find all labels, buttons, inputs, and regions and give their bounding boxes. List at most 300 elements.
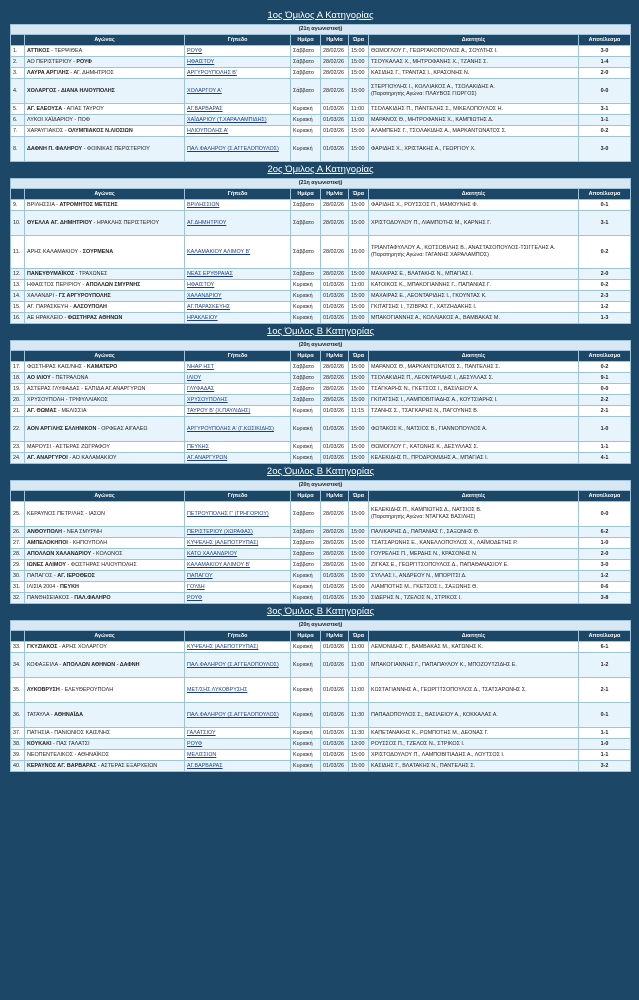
field-link[interactable]: ΓΟΥΔΗ [185,582,291,593]
match-result[interactable]: 0-0 [579,79,631,104]
match-result[interactable]: 0-2 [579,236,631,269]
away-team[interactable]: ΑΣΤΕΡΑΣ ΕΞΑΡΧΕΙΩΝ [100,762,158,769]
home-team[interactable]: ΜΑΡΟΥΣΙ [27,443,52,450]
field-link[interactable]: ΠΑΛ.ΦΑΛΗΡΟΥ (Σ.ΑΓΓΕΛΟΠΟΥΛΟΣ) [185,703,291,728]
team-separator: - [91,550,97,557]
match-teams[interactable] [25,291,185,302]
team-separator: - [69,594,75,601]
away-team[interactable]: ΠΟΦ [77,116,91,123]
field-link[interactable]: ΡΟΥΦ [185,593,291,604]
team-separator: - [71,58,77,65]
field-link[interactable]: ΧΟΛΑΡΓΟΥ Α' [185,79,291,104]
field-link[interactable]: ΑΓ.ΒΑΡΒΑΡΑΣ [185,761,291,772]
match-teams[interactable] [25,739,185,750]
team-separator: - [82,145,87,152]
match-teams[interactable] [25,761,185,772]
match-teams[interactable] [25,750,185,761]
match-teams[interactable] [25,560,185,571]
home-team[interactable]: ΚΕΡΑΥΝΟΣ ΑΓ. ΒΑΡΒΑΡΑΣ [27,762,97,769]
home-team[interactable]: ΙΩΝΕΣ ΑΛΙΜΟΥ [27,561,66,568]
match-number: 7. [11,126,25,137]
field-link[interactable]: ΑΡΓΥΡΟΥΠΟΛΗΣ Β' [185,68,291,79]
team-separator: - [74,270,79,277]
referees: ΤΣΑΤΣΑΡΩΝΗΣ Ε., ΚΑΝΕΛΛΟΠΟΥΛΟΣ Χ., ΛΑΪΜΟΔΕΤΗΣ Ρ. [371,539,518,546]
referees: ΜΑΡΑΝΟΣ Θ., ΜΗΤΡΟΦΑΝΗΣ Χ., ΚΑΜΠΙΩΤΗΣ Δ. [371,116,494,123]
match-teams[interactable] [25,200,185,211]
match-day: Σάββατο [291,362,321,373]
match-day: Σάββατο [291,395,321,406]
match-row [11,302,631,313]
match-teams[interactable] [25,104,185,115]
match-time: 15:00 [349,302,369,313]
referees-cell [369,384,579,395]
match-day: Κυριακή [291,291,321,302]
match-teams[interactable] [25,126,185,137]
referees-cell [369,373,579,384]
home-team[interactable]: ΧΟΛΑΡΓΟΣ - ΔΙΑΝΑ ΗΛΙΟΥΠΟΛΗΣ [27,87,115,94]
away-team[interactable]: ΠΑΣ ΓΑΛΑΤΣΙ [56,740,90,747]
header-result: Αποτέλεσμα [579,35,631,46]
match-number: 19. [11,384,25,395]
match-time: 15:00 [349,200,369,211]
field-link[interactable]: ΠΕΤΡΟΥΠΟΛΗΣ Γ' (ΓΡΗΓΟΡΙΟΥ) [185,502,291,527]
match-result[interactable]: 6-2 [579,527,631,538]
home-team[interactable]: ΑΡΗΣ ΚΑΛΑΜΑΚΙΟΥ [27,248,78,255]
match-teams[interactable] [25,549,185,560]
match-result[interactable]: 2-1 [579,678,631,703]
match-result[interactable]: 1-1 [579,442,631,453]
field-link[interactable]: ΝΗΑΡ ΗΣΤ [185,362,291,373]
home-team[interactable]: ΑΕ ΗΡΑΚΛΕΙΟ [27,314,63,321]
match-result[interactable]: 3-1 [579,211,631,236]
home-team[interactable]: ΑΤΤΙΚΟΣ [27,47,50,54]
field-link[interactable]: ΚΑΛΑΜΑΚΙΟΥ ΑΛΙΜΟΥ Β' [185,560,291,571]
match-result[interactable]: 3-2 [579,761,631,772]
home-team[interactable]: ΗΦΑΙΣΤΟΣ ΠΕΡ/ΡΙΟΥ [27,281,81,288]
field-link[interactable]: ΙΛΙΟΥ [185,373,291,384]
field-link[interactable]: ΓΛΥΦΑΔΑΣ [185,384,291,395]
group-title[interactable]: 2ος Όμιλος Β Κατηγορίας [11,464,631,481]
away-team[interactable]: ΑΓΙΑΣ ΤΑΥΡΟΥ [66,105,104,112]
field-link[interactable]: ΜΕΤ/ΣΗΣ ΛΥΚΟΒΡΥΣΗΣ [185,678,291,703]
match-number: 2. [11,57,25,68]
team-separator: - [83,510,89,517]
match-day: Σάββατο [291,538,321,549]
match-number: 16. [11,313,25,324]
observer-note: (Παρατηρητής Αγώνα: ΝΤΑΓΚΑΣ ΒΑΣΙΛΗΣ) [371,514,476,520]
match-teams[interactable] [25,442,185,453]
match-result[interactable]: 2-3 [579,291,631,302]
match-result[interactable]: 0-6 [579,582,631,593]
away-team[interactable]: ΠΑΝΙΩΝΙΟΣ ΚΑΙΣ/ΝΗΣ [54,729,111,736]
away-team[interactable]: ΟΛΥΜΠΙΑΚΟΣ Ν.ΛΙΟΣΙΩΝ [68,127,133,134]
field-link[interactable]: ΑΡΓΥΡΟΥΠΟΛΗΣ Α' (Γ.ΚΩΣΙΚΙΔΗΣ) [185,417,291,442]
home-team[interactable]: ΠΑΤΗΣΙΑ [27,729,50,736]
referees-cell [369,703,579,728]
team-separator: - [56,407,62,414]
referees: ΠΑΛΙΚΑΡΗΣ Δ., ΠΑΠΑΝΙΑΣ Γ., ΣΑΞΩΝΗΣ Θ. [371,528,480,535]
match-teams[interactable] [25,115,185,126]
match-teams[interactable] [25,46,185,57]
field-link[interactable]: ΠΑΛ.ΦΑΛΗΡΟΥ (Σ.ΑΓΓΕΛΟΠΟΥΛΟΣ) [185,137,291,162]
home-team[interactable]: ΑΝΘΟΥΠΟΛΗ [27,528,63,535]
match-result[interactable]: 0-2 [579,126,631,137]
team-separator: - [73,751,78,758]
away-team[interactable]: ΕΛΕΥΘΕΡΟΥΠΟΛΗ [64,686,114,693]
home-team[interactable]: ΘΥΕΛΛΑ ΑΓ. ΔΗΜΗΤΡΙΟΥ [27,219,93,226]
match-result[interactable]: 0-0 [579,384,631,395]
match-result[interactable]: 2-0 [579,549,631,560]
field-link[interactable]: ΗΦΑΙΣΤΟΥ [185,280,291,291]
match-date: 01/03/26 [321,104,349,115]
away-team[interactable]: ΚΗΠΟΥΠΟΛΗ [72,539,108,546]
away-team[interactable]: ΠΕΤΡΑΛΩΝΑ [55,374,89,381]
field-link[interactable]: ΡΟΥΦ [185,46,291,57]
away-team[interactable]: ΣΟΥΡΜΕΝΑ [82,248,114,255]
match-day: Κυριακή [291,571,321,582]
team-separator: - [53,292,59,299]
match-result[interactable]: 1-0 [579,739,631,750]
observer-note: (Παρατηρητής Αγώνα: ΓΑΓΑΝΗΣ ΧΑΡΑΛΑΜΠΟΣ) [371,252,489,258]
match-teams[interactable] [25,593,185,604]
match-day: Κυριακή [291,104,321,115]
referees-cell [369,79,579,104]
match-number: 31. [11,582,25,593]
match-result[interactable]: 1-3 [579,313,631,324]
header-date: Ημ/νία [321,351,349,362]
away-team[interactable]: ΑΟ ΚΑΛΑΜΑΚΙΟΥ [72,454,117,461]
match-teams[interactable] [25,582,185,593]
home-team[interactable]: ΑΓ. ΘΩΜΑΣ [27,407,57,414]
away-team[interactable]: ΤΡΑΧΩΝΕΣ [78,270,108,277]
match-result[interactable]: 3-0 [579,560,631,571]
fixtures-table [10,8,631,772]
match-number: 36. [11,703,25,728]
match-row [11,678,631,703]
match-teams[interactable] [25,417,185,442]
field-link[interactable]: ΚΥΨΕΛΗΣ (ΑΛΕΠΟΤΡΥΠΑΣ) [185,642,291,653]
team-separator: - [62,314,68,321]
away-team[interactable]: ΑΓ. ΔΗΜΗΤΡΙΟΣ [73,69,114,76]
match-teams[interactable] [25,236,185,269]
match-teams[interactable] [25,527,185,538]
match-teams[interactable] [25,280,185,291]
home-team[interactable]: ΙΛΙΣΙΑ 2004 [27,583,56,590]
header-field: Γήπεδο [185,351,291,362]
field-link[interactable]: ΑΓ.ΑΝΑΡΓΥΡΩΝ [185,453,291,464]
away-team[interactable]: ΑΓ. ΙΕΡΟΘΕΟΣ [57,572,95,579]
match-day: Κυριακή [291,582,321,593]
match-teams[interactable] [25,313,185,324]
match-number: 11. [11,236,25,269]
match-result[interactable]: 1-4 [579,57,631,68]
referees-cell [369,46,579,57]
field-link[interactable]: ΑΓ.ΔΗΜΗΤΡΙΟΥ [185,211,291,236]
match-time: 15:00 [349,211,369,236]
away-team[interactable]: ΓΣ ΑΡΓΥΡΟΥΠΟΛΗΣ [58,292,111,299]
match-day: Κυριακή [291,728,321,739]
home-team[interactable]: ΧΑΡΑΥΓΙΑΚΟΣ [27,127,64,134]
away-team[interactable]: ΜΕΛΙΣΣΙΑ [61,407,87,414]
field-link[interactable]: ΜΕΛΙΣΣΙΩΝ [185,750,291,761]
field-link[interactable]: ΚΑΛΑΜΑΚΙΟΥ ΑΛΙΜΟΥ Β' [185,236,291,269]
home-team[interactable]: ΒΡΙΛΗΣΣΙΑ [27,201,55,208]
referees: ΣΙΔΕΡΗΣ Ν., ΤΖΕΛΟΣ Ν., ΣΤΡΙΚΟΣ Ι. [371,594,462,601]
match-date: 28/02/26 [321,79,349,104]
match-result[interactable]: 1-2 [579,653,631,678]
away-team[interactable]: ΑΣΤΕΡΑΣ ΖΩΓΡΑΦΟΥ [55,443,110,450]
match-teams[interactable] [25,395,185,406]
referees: ΚΕΛΕΚΙΔΗΣ Π., ΚΑΜΠΙΩΤΗΣ Δ., ΝΑΤΣΙΟΣ Β. [371,507,482,514]
match-day: Κυριακή [291,678,321,703]
field-link[interactable]: ΑΓ.ΠΑΡΑΣΚΕΥΗΣ [185,302,291,313]
away-team[interactable]: ΝΕΑ ΣΜΥΡΝΗ [66,528,102,535]
away-team[interactable]: ΑΠΟΛΛΩΝ ΑΘΗΝΩΝ - ΔΑΦΝΗ [62,661,140,668]
match-result[interactable]: 1-0 [579,417,631,442]
group-round: (21η αγωνιστική) [11,25,631,35]
field-link[interactable]: ΚΥΨΕΛΗΣ (ΑΛΕΠΟΤΡΥΠΑΣ) [185,538,291,549]
match-teams[interactable] [25,302,185,313]
match-teams[interactable] [25,653,185,678]
match-result[interactable]: 3-1 [579,104,631,115]
field-link[interactable]: ΧΡΥΣΟΥΠΟΛΗΣ [185,395,291,406]
away-team[interactable]: ΙΑΣΩΝ [88,510,105,517]
field-link[interactable]: ΧΑΪΔΑΡΙΟΥ (Τ.ΧΑΡΑΛΑΜΠΙΔΗΣ) [185,115,291,126]
away-team[interactable]: ΠΕΥΚΗ [60,583,79,590]
match-teams[interactable] [25,269,185,280]
team-separator: - [67,539,73,546]
home-team[interactable]: ΚΕΡΑΥΝΟΣ ΠΕΤΡ/ΛΗΣ [27,510,84,517]
home-team[interactable]: ΧΑΛΑΝΔΡΙ [27,292,54,299]
match-teams[interactable] [25,406,185,417]
field-link[interactable]: ΠΑΠΑΓΟΥ [185,571,291,582]
home-team[interactable]: ΑΓ. ΕΛΕΟΥΣΑ [27,105,63,112]
away-team[interactable]: ΚΑΜΑΤΕΡΟ [86,363,118,370]
referees-cell [369,115,579,126]
away-team[interactable]: ΡΟΥΦ [76,58,92,65]
away-team[interactable]: ΑΘΗΝΑΪΚΟΣ [77,751,110,758]
home-team[interactable]: ΛΑΥΡΑ ΑΡΓ/ΛΗΣ [27,69,69,76]
field-link[interactable]: ΠΕΥΚΗΣ [185,442,291,453]
home-team[interactable]: ΑΠΟΛΛΩΝ ΧΑΛΑΝΔΡΙΟΥ [27,550,92,557]
team-separator: - [57,661,63,668]
match-time: 15:00 [349,395,369,406]
field-link[interactable]: ΠΕΡΙΣΤΕΡΙΟΥ (ΧΩΡΑΦΑΣ) [185,527,291,538]
home-team[interactable]: ΧΡΥΣΟΥΠΟΛΗ [27,396,65,403]
header-day: Ημέρα [291,491,321,502]
field-link[interactable]: ΧΑΛΑΝΔΡΙΟΥ [185,291,291,302]
match-result[interactable]: 1-1 [579,750,631,761]
match-day: Κυριακή [291,406,321,417]
home-team[interactable]: ΓΚΥΖΙΑΚΟΣ [27,643,58,650]
match-teams[interactable] [25,502,185,527]
home-team[interactable]: ΦΩΣΤΗΡΑΣ ΚΑΙΣ/ΝΗΣ [27,363,83,370]
match-row [11,417,631,442]
field-link[interactable]: ΒΡΙΛΗΣΣΙΩΝ [185,200,291,211]
away-team[interactable]: ΑΠΟΛΛΩΝ ΣΜΥΡΝΗΣ [85,281,141,288]
match-result[interactable]: 2-2 [579,395,631,406]
match-row [11,453,631,464]
away-team[interactable]: ΦΟΙΝΙΚΑΣ ΠΕΡΙΣΤΕΡΙΟΥ [86,145,150,152]
match-number: 29. [11,560,25,571]
match-number: 37. [11,728,25,739]
home-team[interactable]: ΚΟΦΑΞΕΙΛΑ [27,661,58,668]
match-row [11,362,631,373]
match-result[interactable]: 6-1 [579,642,631,653]
home-team[interactable]: ΑΟΝ ΑΡΓ/ΛΗΣ ΕΛΛΗΝΙΚΟΝ [27,425,97,432]
home-team[interactable]: ΠΑΝΘΗΣΕΙΑΚΟΣ [27,594,70,601]
header-number [11,631,25,642]
away-team[interactable]: ΑΡΗΣ ΧΟΛΑΡΓΟΥ [62,643,107,650]
home-team[interactable]: ΠΑΝΕΥΘΥΜΑΪΚΟΣ [27,270,75,277]
match-date: 28/02/26 [321,560,349,571]
match-result[interactable]: 3-0 [579,46,631,57]
match-result[interactable]: 2-0 [579,68,631,79]
match-number: 22. [11,417,25,442]
referees-cell [369,527,579,538]
match-time: 15:00 [349,236,369,269]
referees: ΦΑΡΙΔΗΣ Χ., ΧΡΙΣΤΑΚΗΣ Α., ΓΕΩΡΓΙΟΥ Χ. [371,145,476,152]
match-row [11,291,631,302]
team-separator: - [51,443,56,450]
match-result[interactable]: 3-8 [579,593,631,604]
group-title[interactable]: 3ος Όμιλος Β Κατηγορίας [11,604,631,621]
home-team[interactable]: ΤΑΤΑΥΛΑ [27,711,50,718]
home-team[interactable]: ΑΓ. ΠΑΡΑΣΚΕΥΗ [27,303,69,310]
field-link[interactable]: ΡΟΥΦ [185,739,291,750]
home-team[interactable]: ΚΟΥΚΑΚΙ [27,740,52,747]
home-team[interactable]: ΑΟ ΙΛΙΟΥ [27,374,51,381]
match-result[interactable]: 0-0 [579,502,631,527]
team-separator: - [92,219,97,226]
group-title[interactable]: 2ος Όμιλος Α Κατηγορίας [11,162,631,179]
referees: ΤΣΟΛΑΚΙΔΗΣ Π., ΛΕΟΝΤΑΡΙΔΗΣ Ι., ΔΕΣΥΛΛΑΣ Σ. [371,374,494,381]
match-teams[interactable] [25,453,185,464]
match-time: 15:00 [349,137,369,162]
match-result[interactable]: 3-0 [579,137,631,162]
match-result[interactable]: 1-0 [579,538,631,549]
group-title-row [11,324,631,341]
away-team[interactable]: ΗΡΑΚΛΗΣ ΠΕΡΙΣΤΕΡΙΟΥ [96,219,160,226]
referees-cell [369,236,579,269]
match-teams[interactable] [25,57,185,68]
field-link[interactable]: ΗΦΑΙΣΤΟΥ [185,57,291,68]
match-teams[interactable] [25,211,185,236]
match-teams[interactable] [25,538,185,549]
field-link[interactable]: ΑΓ.ΒΑΡΒΑΡΑΣ [185,104,291,115]
match-result[interactable]: 0-2 [579,362,631,373]
match-row [11,571,631,582]
away-team[interactable]: ΑΤΡΟΜΗΤΟΣ ΜΕΤ/ΣΗΣ [59,201,118,208]
away-team[interactable]: ΟΡΦΕΑΣ ΑΙΓΑΛΕΩ [101,425,148,432]
match-result[interactable]: 9-1 [579,373,631,384]
away-team[interactable]: ΠΑΛ.ΦΑΛΗΡΟ [74,594,111,601]
home-team[interactable]: ΑΓ. ΑΝΑΡΓΥΡΟΙ [27,454,68,461]
match-teams[interactable] [25,137,185,162]
match-day: Κυριακή [291,453,321,464]
away-team[interactable]: ΦΩΣΤΗΡΑΣ ΑΘΗΝΩΝ [67,314,123,321]
match-date: 01/03/26 [321,582,349,593]
match-result[interactable]: 1-2 [579,302,631,313]
away-team[interactable]: ΑΘΗΝΑΪΔΑ [54,711,83,718]
field-link[interactable]: ΚΑΤΩ ΧΑΛΑΝΔΡΙΟΥ [185,549,291,560]
match-row [11,57,631,68]
match-teams[interactable] [25,728,185,739]
match-date: 28/02/26 [321,373,349,384]
team-separator: - [82,363,87,370]
match-result[interactable]: 1-2 [579,571,631,582]
home-team[interactable]: ΑΣΤΕΡΑΣ ΓΛΥΦΑΔΑΣ [27,385,80,392]
match-number: 39. [11,750,25,761]
match-teams[interactable] [25,79,185,104]
field-link[interactable]: ΓΑΛΑΤΣΙΟΥ [185,728,291,739]
away-team[interactable]: ΑΛΣΟΥΠΟΛΗ [73,303,107,310]
field-link[interactable]: ΗΡΑΚΛΕΙΟΥ [185,313,291,324]
field-link[interactable]: ΤΑΥΡΟΥ Β' (Χ.ΠΑΥΛΙΔΗΣ) [185,406,291,417]
home-team[interactable]: ΔΑΦΝΗ Π. ΦΑΛΗΡΟΥ [27,145,83,152]
match-date: 01/03/26 [321,703,349,728]
group-title[interactable]: 1ος Όμιλος Α Κατηγορίας [11,8,631,25]
away-team[interactable]: ΦΩΣΤΗΡΑΣ ΗΛΙΟΥΠΟΛΗΣ [70,561,137,568]
match-teams[interactable] [25,68,185,79]
match-date: 01/03/26 [321,417,349,442]
home-team[interactable]: ΑΜΠΕΛΟΚΗΠΟΙ [27,539,68,546]
match-time: 15:00 [349,362,369,373]
match-result[interactable]: 2-1 [579,406,631,417]
away-team[interactable]: ΕΛΠΙΔΑ ΑΓ.ΑΝΑΡΓΥΡΩΝ [84,385,146,392]
match-date: 01/03/26 [321,453,349,464]
home-team[interactable]: ΛΥΚΟΙ ΧΑΪΔΑΡΙΟΥ [27,116,73,123]
match-teams[interactable] [25,362,185,373]
away-team[interactable]: ΚΟΛΩΝΟΣ [96,550,123,557]
field-link[interactable]: ΗΛΙΟΥΠΟΛΗΣ Α' [185,126,291,137]
match-teams[interactable] [25,571,185,582]
away-team[interactable]: ΤΡΙΦΥΛΛΙΑΚΟΣ [68,396,108,403]
match-teams[interactable] [25,373,185,384]
match-date: 01/03/26 [321,313,349,324]
match-teams[interactable] [25,642,185,653]
match-result[interactable]: 2-0 [579,269,631,280]
away-team[interactable]: ΤΕΡΨΙΘΕΑ [54,47,83,54]
match-date: 01/03/26 [321,642,349,653]
header-result: Αποτέλεσμα [579,351,631,362]
match-result[interactable]: 0-2 [579,280,631,291]
home-team[interactable]: ΠΑΠΑΓΟΣ [27,572,53,579]
match-teams[interactable] [25,703,185,728]
match-result[interactable]: 0-1 [579,703,631,728]
match-result[interactable]: 1-1 [579,728,631,739]
home-team[interactable]: ΛΥΚΟΒΡΥΣΗ [27,686,60,693]
match-day: Κυριακή [291,593,321,604]
team-separator: - [68,69,74,76]
match-teams[interactable] [25,678,185,703]
header-match: Αγώνας [25,491,185,502]
home-team[interactable]: ΝΕΟΠΕΝΤΕΛΙΚΟΣ [27,751,74,758]
match-result[interactable]: 1-1 [579,115,631,126]
match-result[interactable]: 4-1 [579,453,631,464]
match-row [11,373,631,384]
match-teams[interactable] [25,384,185,395]
field-link[interactable]: ΠΑΛ.ΦΑΛΗΡΟΥ (Σ.ΑΓΓΕΛΟΠΟΥΛΟΣ) [185,653,291,678]
field-link[interactable]: ΝΕΑΣ ΕΡΥΘΡΑΙΑΣ [185,269,291,280]
home-team[interactable]: ΑΟ ΠΕΡΙΣΤΕΡΙΟΥ [27,58,72,65]
match-row [11,549,631,560]
match-number: 14. [11,291,25,302]
group-title[interactable]: 1ος Όμιλος Β Κατηγορίας [11,324,631,341]
match-row [11,46,631,57]
match-result[interactable]: 0-1 [579,200,631,211]
match-row [11,739,631,750]
